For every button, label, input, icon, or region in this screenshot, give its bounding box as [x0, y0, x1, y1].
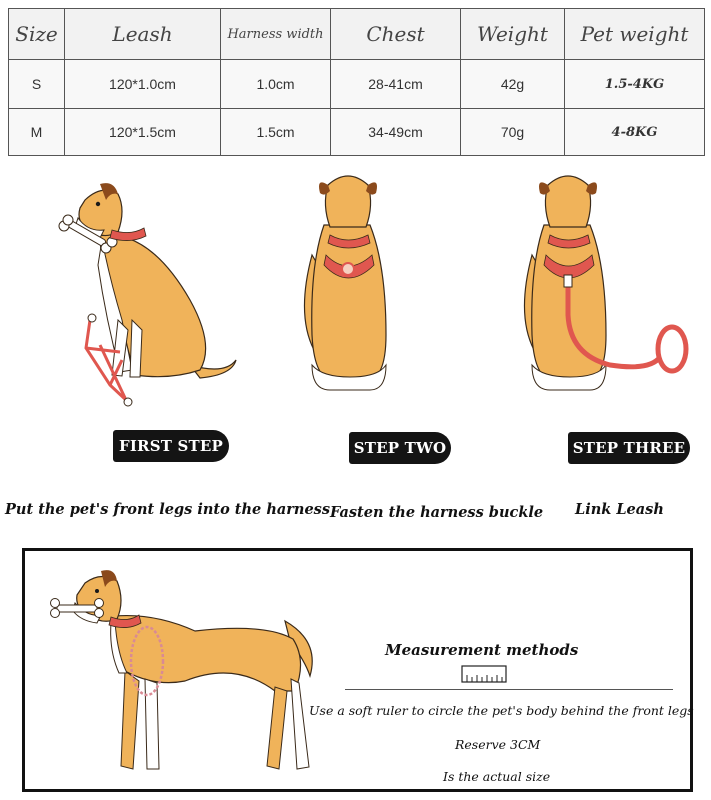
cell-harness-width: 1.0cm	[221, 60, 331, 109]
cell-pet-weight: 4-8KG	[565, 109, 705, 156]
step-two-badge: STEP TWO	[349, 432, 451, 464]
table-row	[9, 109, 705, 156]
header-harness-width: Harness width	[221, 9, 331, 60]
cell-weight: 70g	[461, 109, 565, 156]
step-three-dog-illustration	[510, 165, 690, 395]
step-three-badge: STEP THREE	[568, 432, 690, 464]
cell-harness-width: 1.5cm	[221, 109, 331, 156]
cell-chest: 28-41cm	[331, 60, 461, 109]
header-size: Size	[9, 9, 65, 60]
table-header-row	[9, 9, 705, 60]
cell-size: M	[9, 109, 65, 156]
header-pet-weight: Pet weight	[565, 9, 705, 60]
step-one-dog-illustration	[40, 170, 250, 420]
cell-leash: 120*1.0cm	[65, 60, 221, 109]
measurement-actual: Is the actual size	[443, 769, 551, 784]
step-one-badge: FIRST STEP	[113, 430, 229, 462]
cell-chest: 34-49cm	[331, 109, 461, 156]
measurement-dog-illustration	[35, 561, 335, 786]
header-chest: Chest	[331, 9, 461, 60]
measurement-title: Measurement methods	[385, 641, 579, 659]
header-weight: Weight	[461, 9, 565, 60]
cell-pet-weight: 1.5-4KG	[565, 60, 705, 109]
divider	[345, 689, 673, 690]
cell-leash: 120*1.5cm	[65, 109, 221, 156]
step-two-caption: Fasten the harness buckle	[330, 504, 544, 521]
step-two-dog-illustration	[290, 165, 400, 395]
step-three-caption: Link Leash	[575, 501, 664, 518]
header-leash: Leash	[65, 9, 221, 60]
measurement-instruction: Use a soft ruler to circle the pet's body behind the front legs	[309, 703, 694, 718]
size-table	[8, 8, 705, 156]
step-one-caption: Put the pet's front legs into the harness	[5, 501, 330, 518]
ruler-icon	[461, 665, 507, 683]
measurement-panel	[22, 548, 693, 792]
table-row	[9, 60, 705, 109]
cell-size: S	[9, 60, 65, 109]
measurement-reserve: Reserve 3CM	[455, 737, 541, 752]
cell-weight: 42g	[461, 60, 565, 109]
